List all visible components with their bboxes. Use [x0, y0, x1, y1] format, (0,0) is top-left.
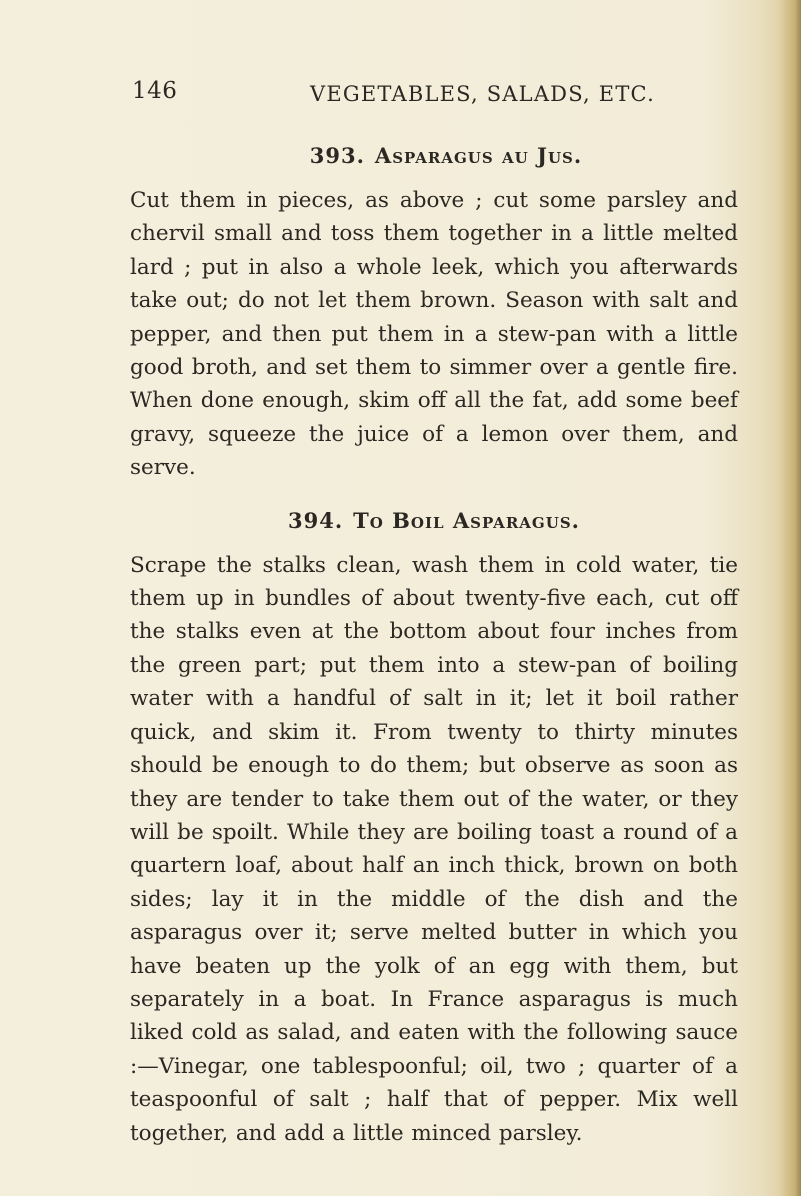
- page-number: 146: [132, 78, 178, 104]
- recipe-heading: [130, 505, 738, 537]
- recipe-body: Cut them in pieces, as above ; cut some parsley and chervil small and toss them together in a little melted lard ; put in also a whole leek, which you afterwards take out; do not let them brown. Season with salt and pepper, and then put them in a stew-pan with a little good broth, and set them to simmer over a gentle fire. When done enough, skim off all the fat, add some beef gravy, squeeze the juice of a lemon over them, and serve.: [130, 188, 738, 481]
- recipe-body: Scrape the stalks clean, wash them in cold water, tie them up in bundles of about twenty-five each, cut off the stalks even at the bottom about four inches from the green part; put them into a stew-pan of boiling water with a handful of salt in it; let it boil rather quick, and skim it. From twenty to thirty minutes should be enough to do them; but observe as soon as they are tender to take them out of the water, or they will be spoilt. While they are boiling toast a round of a quartern loaf, about half an inch thick, brown on both sides; lay it in the middle of the dish and the asparagus over it; serve melted butter in which you have beaten up the yolk of an egg with them, but separately in a boat. In France asparagus is much liked cold as salad, and eaten with the following sauce :—Vinegar, one tablespoonful; oil, two ; quarter of a teaspoonful of salt ; half that of pepper. Mix well together, and add a little minced parsley.: [130, 552, 738, 1146]
- recipe-394: [130, 505, 738, 1150]
- running-title: VEGETABLES, SALADS, ETC.: [310, 82, 655, 106]
- recipe-heading: [130, 140, 738, 172]
- page-header: [132, 78, 732, 118]
- page-edge-shadow: [779, 0, 801, 1196]
- page-content: [130, 140, 738, 1150]
- recipe-title: To Boil Asparagus.: [353, 507, 580, 533]
- recipe-393: [130, 140, 738, 485]
- recipe-number: 393.: [309, 143, 365, 168]
- recipe-number: 394.: [288, 507, 344, 533]
- recipe-title: Asparagus au Jus.: [374, 143, 583, 168]
